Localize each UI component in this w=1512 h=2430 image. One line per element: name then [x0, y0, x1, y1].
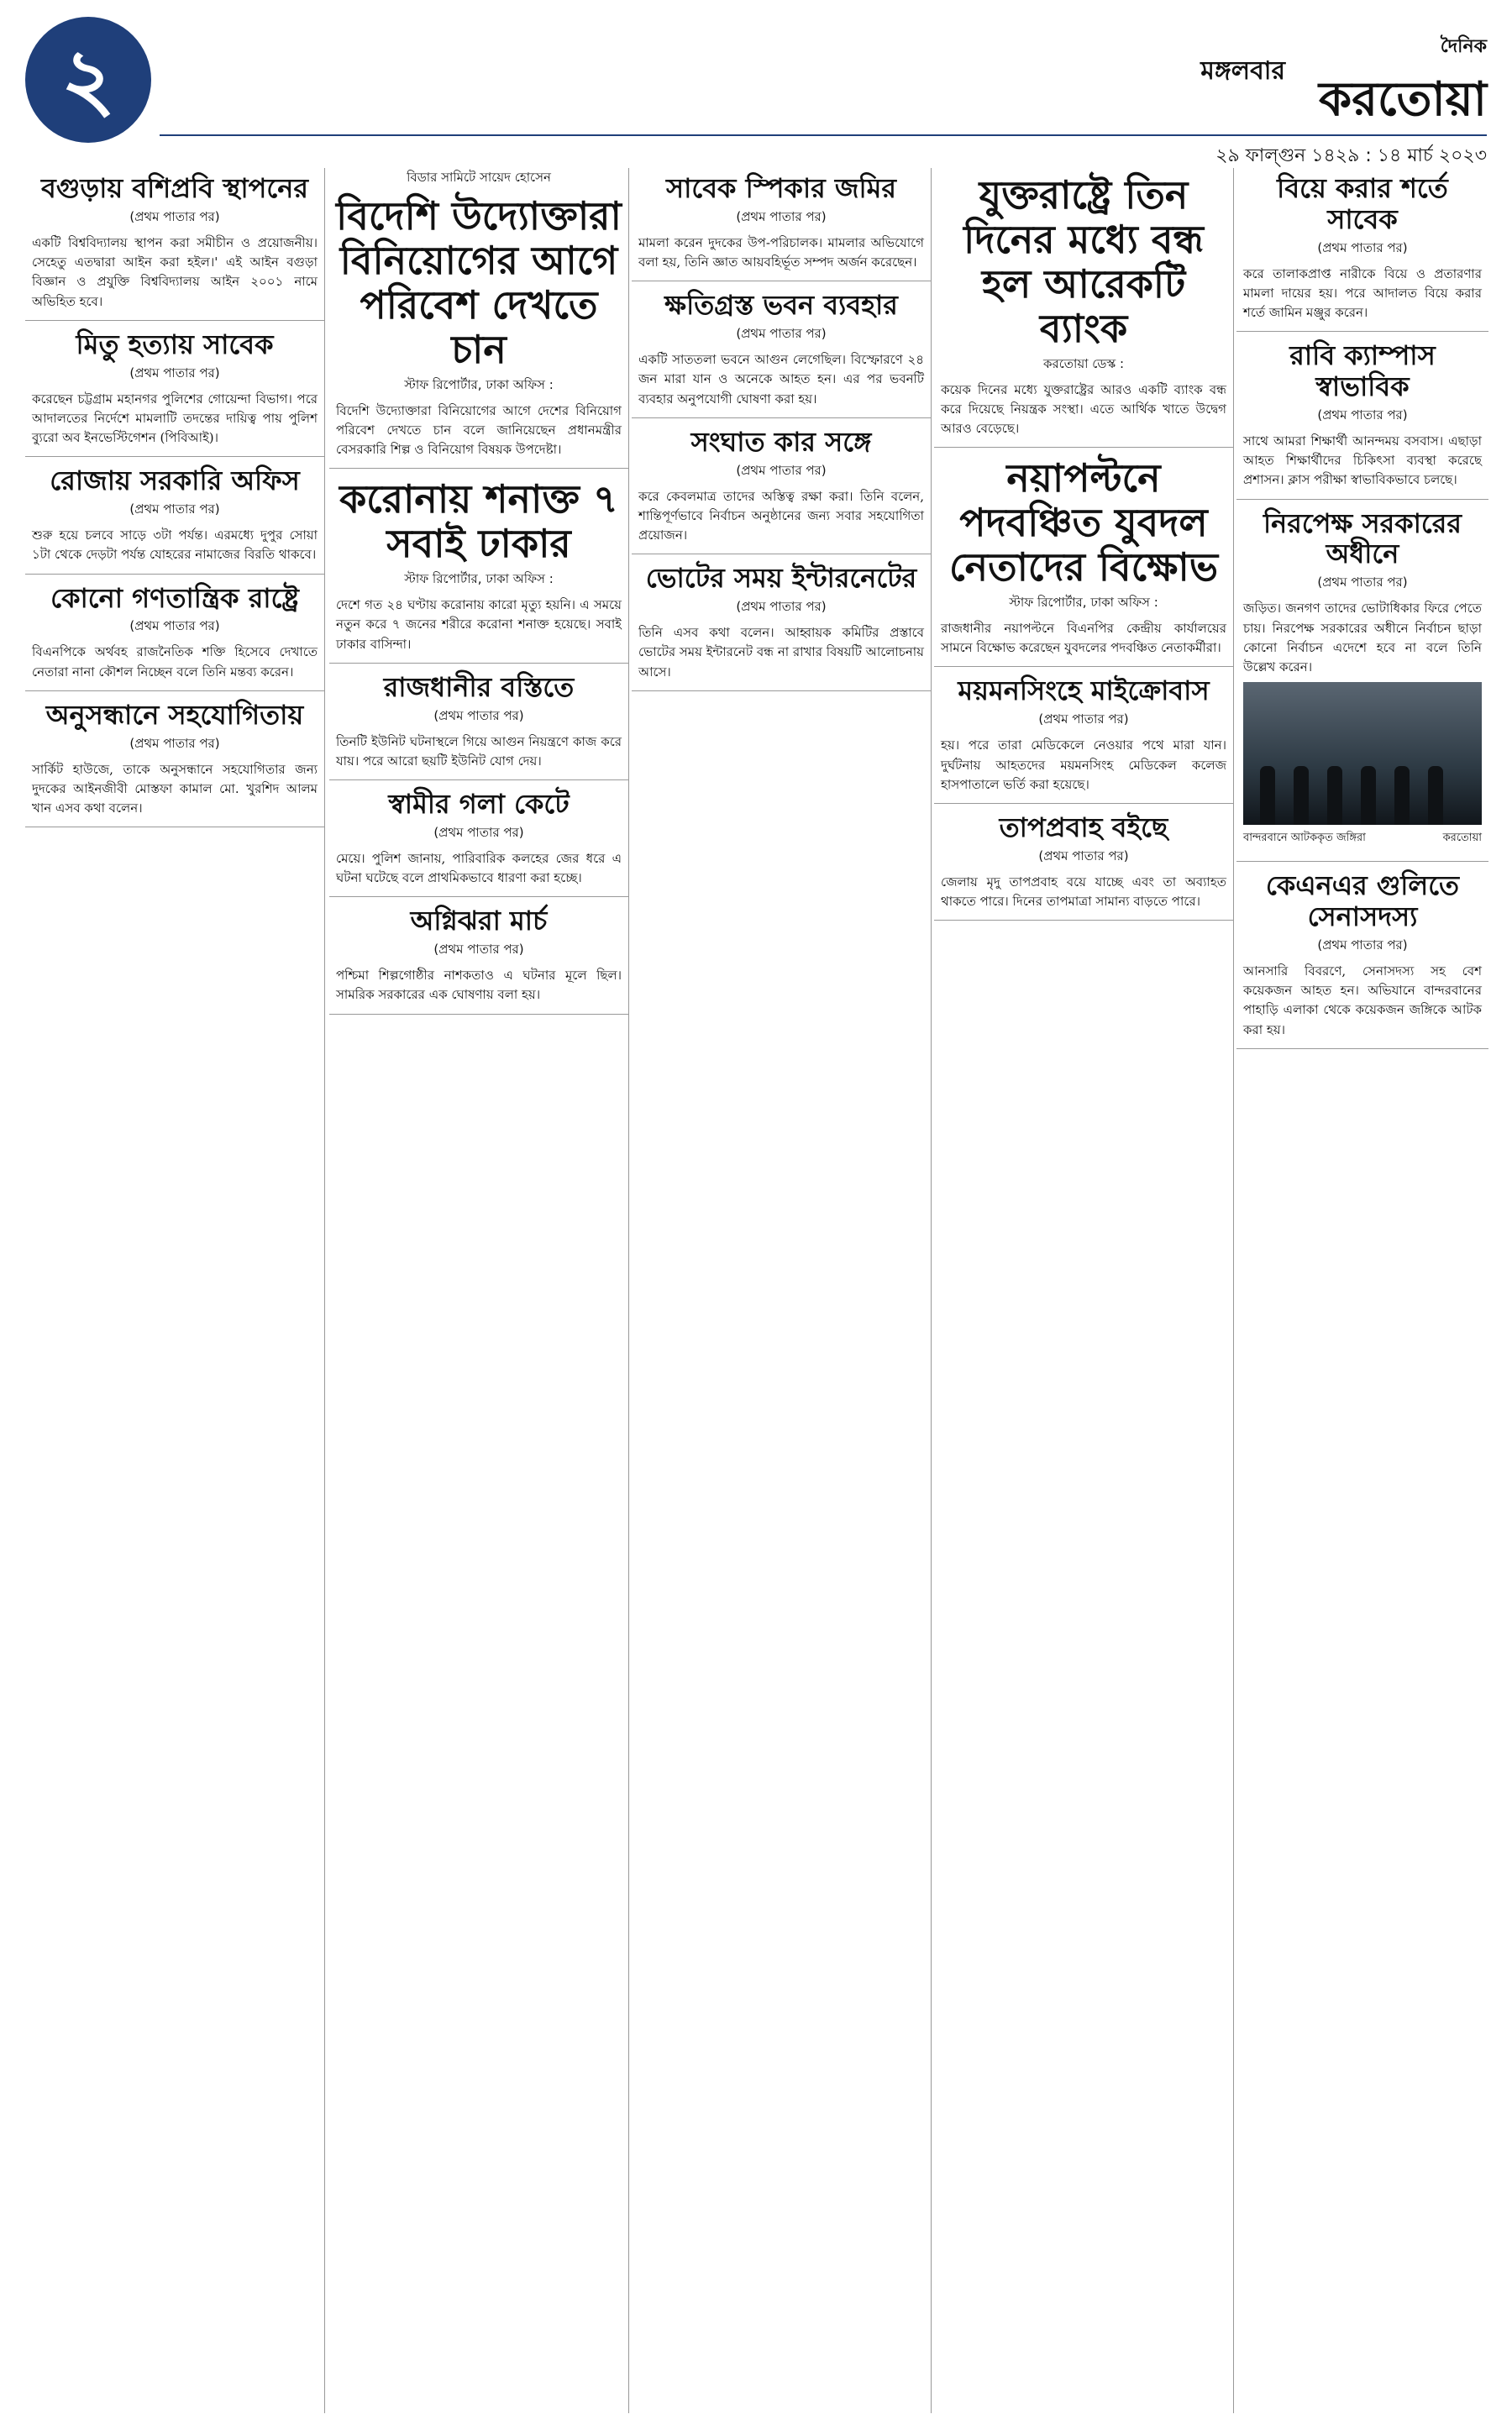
- column-2: [329, 168, 629, 2413]
- headline: সংঘাত কার সঙ্গে: [690, 425, 872, 458]
- logo-big: করতোয়া: [1319, 71, 1487, 127]
- jump-line: (প্রথম পাতার পর): [1317, 239, 1408, 255]
- story-body: তিনি এসব কথা বলেন। আহ্বায়ক কমিটির প্রস্তাবে ভোটের সময় ইন্টারনেট বন্ধ না রাখার বিষয়টি আলোচনায় আসে।: [638, 625, 924, 680]
- jump-line: (প্রথম পাতার পর): [433, 824, 524, 840]
- page-number-badge: [25, 17, 151, 143]
- byline: স্টাফ রিপোর্টার, ঢাকা অফিস :: [1009, 594, 1158, 610]
- jump-line: (প্রথম পাতার পর): [736, 462, 827, 478]
- headline: যুক্তরাষ্ট্রে তিন দিনের মধ্যে বন্ধ হল আরেকটি ব্যাংক: [963, 172, 1204, 351]
- story-kuki-chin: [1236, 870, 1488, 1049]
- story-body: কয়েক দিনের মধ্যে যুক্তরাষ্ট্রের আরও একটি ব্যাংক বন্ধ করে দিয়েছে নিয়ন্ত্রক সংস্থা। এতে আর্থিক খাতে উদ্বেগ আরও বেড়েছে।: [941, 381, 1226, 437]
- dateline: ২৯ ফাল্গুন ১৪২৯ : ১৪ মার্চ ২০২৩: [160, 134, 1487, 172]
- jump-line: (প্রথম পাতার পর): [129, 208, 220, 224]
- logo-small: দৈনিক: [1440, 36, 1487, 57]
- jump-line: (প্রথম পাতার পর): [129, 618, 220, 634]
- headline: করোনায় শনাক্ত ৭ সবাই ঢাকার: [339, 476, 618, 567]
- story-body: শুরু হয়ে চলবে সাড়ে ৩টা পর্যন্ত। এরমধ্যে দুপুর সোয়া ১টা থেকে দেড়টা পর্যন্ত যোহরের নামাজের বিরতি থাকবে।: [32, 527, 318, 563]
- story-mymensingh: [934, 675, 1233, 804]
- story-body: তিনটি ইউনিট ঘটনাস্থলে গিয়ে আগুন নিয়ন্ত্রণে কাজ করে যায়। পরে আরো ছয়টি ইউনিট যোগ দেয়।: [336, 733, 622, 769]
- headline: ময়মনসিংহে মাইক্রোবাস: [958, 674, 1210, 707]
- story-corona: [329, 477, 628, 664]
- byline: করতোয়া ডেস্ক :: [1042, 355, 1125, 371]
- jump-line: (প্রথম পাতার পর): [129, 365, 220, 381]
- story-heatwave: [934, 812, 1233, 921]
- story-body: দেশে গত ২৪ ঘণ্টায় করোনায় কারো মৃত্যু হয়নি। এ সময়ে নতুন করে ৭ জনের শরীরে করোনা শনাক্ত হয়েছে। সবাই ঢাকার বাসিন্দা।: [336, 597, 622, 652]
- story-body: একটি সাততলা ভবনে আগুন লেগেছিল। বিস্ফোরণে ২৪ জন মারা যান ও অনেকে আহত হন। এর পর ভবনটি ব্যবহার অনুপযোগী ঘোষণা করা হয়।: [638, 352, 924, 407]
- byline: স্টাফ রিপোর্টার, ঢাকা অফিস :: [404, 376, 554, 392]
- headline: রোজায় সরকারি অফিস: [50, 464, 300, 497]
- jump-line: (প্রথম পাতার পর): [736, 599, 827, 615]
- headline: স্বামীর গলা কেটে: [388, 788, 570, 821]
- headline: বিদেশি উদ্যোক্তারা বিনিয়োগের আগে পরিবেশ দেখতে চান: [336, 193, 622, 372]
- headline: ক্ষতিগ্রস্ত ভবন ব্যবহার: [664, 289, 898, 322]
- story-body: পশ্চিমা শিল্পগোষ্ঠীর নাশকতাও এ ঘটনার মূলে ছিল। সামরিক সরকারের এক ঘোষণায় বলা হয়।: [336, 968, 622, 1003]
- photo-figure: [1260, 766, 1275, 825]
- newspaper-logo: [1302, 32, 1487, 133]
- story-bogura-university: [25, 173, 324, 321]
- jump-line: (প্রথম পাতার পর): [129, 735, 220, 751]
- story-body: করেছেন চট্টগ্রাম মহানগর পুলিশের গোয়েন্দা বিভাগ। পরে আদালতের নির্দেশে মামলাটি তদন্তের দায়িত্ব পায় পুলিশ ব্যুরো অব ইনভেস্টিগেশন (পিবিআই)।: [32, 391, 318, 446]
- jump-line: (প্রথম পাতার পর): [1317, 575, 1408, 590]
- page-number: ২: [25, 17, 151, 143]
- story-body: মামলা করেন দুদকের উপ-পরিচালক। মামলার অভিযোগে বলা হয়, তিনি জ্ঞাত আয়বহির্ভূত সম্পদ অর্জন করেছেন।: [638, 234, 924, 270]
- headline: কেএনএর গুলিতে সেনাসদস্য: [1265, 869, 1460, 933]
- jump-line: (প্রথম পাতার পর): [433, 942, 524, 958]
- headline: তাপপ্রবাহ বইছে: [999, 811, 1168, 844]
- jump-line: (প্রথম পাতার পর): [433, 707, 524, 723]
- kicker: বিডার সামিটে সায়েদ হোসেন: [407, 170, 551, 185]
- story-foreign-investors: [329, 168, 628, 469]
- column-4: [934, 168, 1234, 2413]
- jump-line: (প্রথম পাতার পর): [1317, 407, 1408, 422]
- story-body: জড়িত। জনগণ তাদের ভোটাধিকার ফিরে পেতে চায়। নিরপেক্ষ সরকারের অধীনে নির্বাচন ছাড়া কোনো নির্বাচন এদেশে হবে না বলে তিনি উল্লেখ করেন।: [1243, 601, 1482, 675]
- jump-line: (প্রথম পাতার পর): [129, 501, 220, 517]
- jump-line: (প্রথম পাতার পর): [1317, 937, 1408, 953]
- jump-line: (প্রথম পাতার পর): [1038, 711, 1129, 727]
- headline: অগ্নিঝরা মার্চ: [410, 905, 548, 937]
- story-body: জেলায় মৃদু তাপপ্রবাহ বয়ে যাচ্ছে এবং তা অব্যাহত থাকতে পারে। দিনের তাপমাত্রা সামান্য বাড়তে পারে।: [941, 874, 1226, 910]
- jump-line: (প্রথম পাতার পর): [736, 326, 827, 342]
- photo-figure: [1361, 766, 1376, 825]
- story-body: করে কেবলমাত্র তাদের অস্তিত্ব রক্ষা করা। তিনি বলেন, শান্তিপূর্ণভাবে নির্বাচন অনুষ্ঠানের জন্য সবার সহযোগিতা প্রয়োজন।: [638, 488, 924, 543]
- story-body: মেয়ে। পুলিশ জানায়, পারিবারিক কলহের জের ধরে এ ঘটনা ঘটেছে বলে প্রাথমিকভাবে ধারণা করা হচ্ছে।: [336, 850, 622, 886]
- news-photo: [1243, 682, 1482, 825]
- story-body: রাজধানীর নয়াপল্টনে বিএনপির কেন্দ্রীয় কার্যালয়ের সামনে বিক্ষোভ করেছেন যুবদলের পদবঞ্চিত নেতাকর্মীরা।: [941, 620, 1226, 656]
- headline: সাবেক স্পিকার জমির: [665, 172, 897, 204]
- headline: রাবি ক্যাম্পাস স্বাভাবিক: [1289, 339, 1436, 403]
- byline: স্টাফ রিপোর্টার, ঢাকা অফিস :: [404, 571, 554, 587]
- story-body: বিএনপিকে অর্থবহ রাজনৈতিক শক্তি হিসেবে দেখাতে নেতারা নানা কৌশল নিচ্ছেন বলে তিনি মন্তব্য করেন।: [32, 644, 318, 680]
- column-3: [632, 168, 932, 2413]
- photo-caption: [1243, 830, 1482, 848]
- weekday: মঙ্গলবার: [1200, 56, 1285, 86]
- story-body: বিদেশি উদ্যোক্তারা বিনিয়োগের আগে দেশের বিনিয়োগ পরিবেশ দেখতে চান বলে জানিয়েছেন প্রধানমন্ত্রীর বেসরকারি শিল্প ও বিনিয়োগ বিষয়ক উপদেষ্টা।: [336, 402, 622, 458]
- headline: কোনো গণতান্ত্রিক রাষ্ট্রে: [50, 581, 299, 614]
- story-husband: [329, 789, 628, 897]
- story-democracy: [25, 583, 324, 691]
- photo-figure: [1394, 766, 1410, 825]
- photo-figure: [1294, 766, 1309, 825]
- story-cooperation: [25, 700, 324, 828]
- story-us-bank: [934, 173, 1233, 448]
- story-ramadan-office: [25, 465, 324, 574]
- jump-line: (প্রথম পাতার পর): [736, 208, 827, 224]
- story-mitu: [25, 329, 324, 458]
- jump-line: (প্রথম পাতার পর): [1038, 848, 1129, 863]
- story-body: হয়। পরে তারা মেডিকেলে নেওয়ার পথে মারা যান। দুর্ঘটনায় আহতদের ময়মনসিংহ মেডিকেল কলেজ হাসপাতালে ভর্তি করা হয়েছে।: [941, 737, 1226, 792]
- story-damaged-building: [632, 290, 931, 418]
- story-body: আনসারি বিবরণে, সেনাসদস্য সহ বেশ কয়েকজন আহত হন। অভিযানে বান্দরবানের পাহাড়ি এলাকা থেকে কয়েকজন জঙ্গিকে আটক করা হয়।: [1243, 963, 1482, 1037]
- story-speaker: [632, 173, 931, 281]
- story-rabi-campus: [1236, 340, 1488, 499]
- column-5: [1236, 168, 1488, 2413]
- story-marriage: [1236, 173, 1488, 332]
- headline: নিরপেক্ষ সরকারের অধীনে: [1263, 506, 1462, 570]
- headline: মিতু হত্যায় সাবেক: [76, 328, 274, 360]
- headline: বগুড়ায় বশিপ্রবি স্থাপনের: [41, 172, 308, 204]
- photo-credit: করতোয়া: [1442, 832, 1482, 845]
- caption-text: বান্দরবানে আটককৃত জঙ্গিরা: [1243, 832, 1366, 845]
- headline: রাজধানীর বস্তিতে: [383, 670, 575, 703]
- story-body: করে তালাকপ্রাপ্ত নারীকে বিয়ে ও প্রতারণার মামলা দায়ের হয়। পরে আদালত বিয়ে করার শর্তে জামিন মঞ্জুর করেন।: [1243, 265, 1482, 321]
- story-body: সাথে আমরা শিক্ষার্থী আনন্দময় বসবাস। এছাড়া আহত শিক্ষার্থীদের চিকিৎসা ব্যবস্থা করেছে প্রশাসন। ক্লাস পরীক্ষা স্বাভাবিকভাবে চলছে।: [1243, 433, 1482, 488]
- story-body: একটি বিশ্ববিদ্যালয় স্থাপন করা সমীচীন ও প্রয়োজনীয়। সেহেতু এতদ্বারা আইন করা হইল।' এই আইন বগুড়া বিজ্ঞান ও প্রযুক্তি বিশ্ববিদ্যালয় আইন ২০০১ নামে অভিহিত হবে।: [32, 234, 318, 309]
- story-capital-slum: [329, 672, 628, 780]
- story-naya-paltan: [934, 456, 1233, 667]
- column-1: [25, 168, 325, 2413]
- masthead: [25, 17, 1487, 166]
- headline: ভোটের সময় ইন্টারনেটের: [645, 562, 917, 595]
- photo-figure: [1327, 766, 1342, 825]
- story-election-internet: [632, 563, 931, 691]
- story-neutral-govt: [1236, 508, 1488, 863]
- headline: অনুসন্ধানে সহযোগিতায়: [45, 698, 304, 731]
- headline: নয়াপল্টনে পদবঞ্চিত যুবদল নেতাদের বিক্ষোভ: [948, 455, 1219, 590]
- photo-figure: [1428, 766, 1443, 825]
- headline: বিয়ে করার শর্তে সাবেক: [1277, 172, 1448, 235]
- story-conflict: [632, 427, 931, 555]
- story-body: সার্কিট হাউজে, তাকে অনুসন্ধানে সহযোগিতার জন্য দুদকের আইনজীবী মোস্তফা কামাল মো. খুরশিদ আলম খান এসব কথা বলেন।: [32, 761, 318, 816]
- story-march: [329, 905, 628, 1014]
